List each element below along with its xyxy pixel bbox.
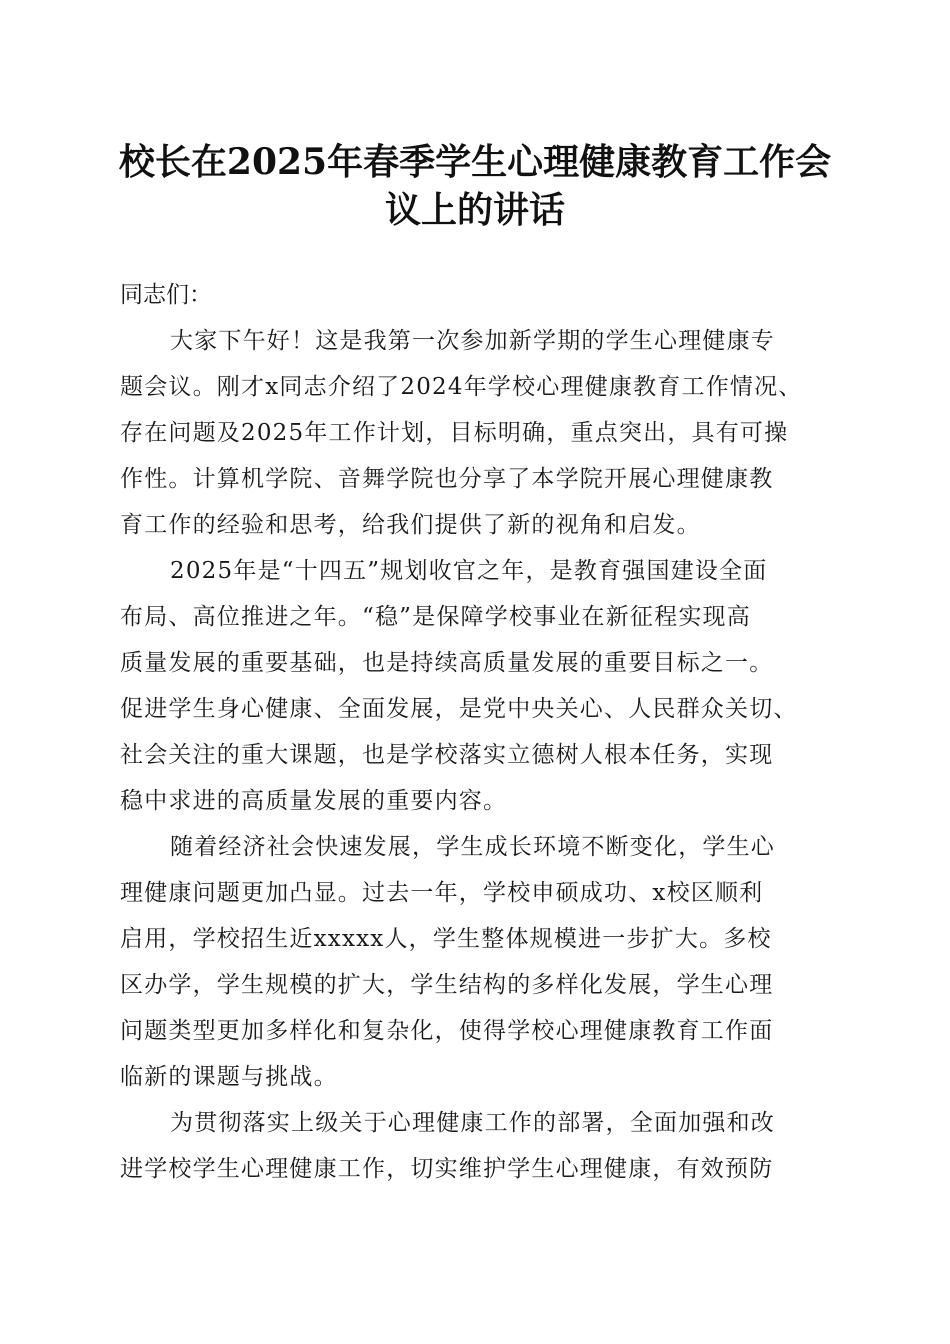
paragraph-line: 促进学生身心健康、全面发展，是党中央关心、人民群众关切、 [120, 696, 798, 722]
paragraph-line: 大家下午好！这是我第一次参加新学期的学生心理健康专 [170, 328, 775, 354]
paragraph-line: 稳中求进的高质量发展的重要内容。 [120, 788, 508, 814]
paragraph-line: 为贯彻落实上级关于心理健康工作的部署，全面加强和改 [170, 1110, 775, 1136]
paragraph-line: 质量发展的重要基础，也是持续高质量发展的重要目标之一。 [120, 650, 774, 676]
document-title [100, 138, 850, 234]
paragraph-line: 题会议。刚才x同志介绍了2024年学校心理健康教育工作情况、 [120, 374, 803, 400]
paragraph-line: 2025年是“十四五”规划收官之年，是教育强国建设全面 [170, 558, 768, 584]
paragraph-3 [120, 824, 830, 1100]
title-line: 校长在2025年春季学生心理健康教育工作会 [118, 141, 832, 183]
paragraph-4 [120, 1100, 830, 1192]
paragraph-1 [120, 318, 830, 548]
paragraph-line: 随着经济社会快速发展，学生成长环境不断变化，学生心 [170, 834, 775, 860]
paragraph-line: 区办学，学生规模的扩大，学生结构的多样化发展，学生心理 [120, 972, 774, 998]
paragraph-line: 布局、高位推进之年。“稳”是保障学校事业在新征程实现高 [120, 604, 751, 630]
paragraph-line: 启用，学校招生近xxxxx人，学生整体规模进一步扩大。多校 [120, 926, 772, 952]
paragraph-line: 理健康问题更加凸显。过去一年，学校申硕成功、x校区顺利 [120, 880, 764, 906]
paragraph-line: 问题类型更加多样化和复杂化，使得学校心理健康教育工作面 [120, 1018, 774, 1044]
paragraph-line: 育工作的经验和思考，给我们提供了新的视角和启发。 [120, 512, 701, 538]
document-body [120, 272, 830, 1192]
paragraph-line: 社会关注的重大课题，也是学校落实立德树人根本任务，实现 [120, 742, 774, 768]
paragraph-line: 作性。计算机学院、音舞学院也分享了本学院开展心理健康教 [120, 466, 774, 492]
paragraph-line: 存在问题及2025年工作计划，目标明确，重点突出，具有可操 [120, 420, 789, 446]
paragraph-line: 进学校学生心理健康工作，切实维护学生心理健康，有效预防 [120, 1156, 774, 1182]
paragraph-2 [120, 548, 830, 824]
title-line: 议上的讲话 [384, 189, 565, 231]
paragraph-line: 临新的课题与挑战。 [120, 1064, 338, 1090]
salutation: 同志们： [120, 282, 212, 308]
